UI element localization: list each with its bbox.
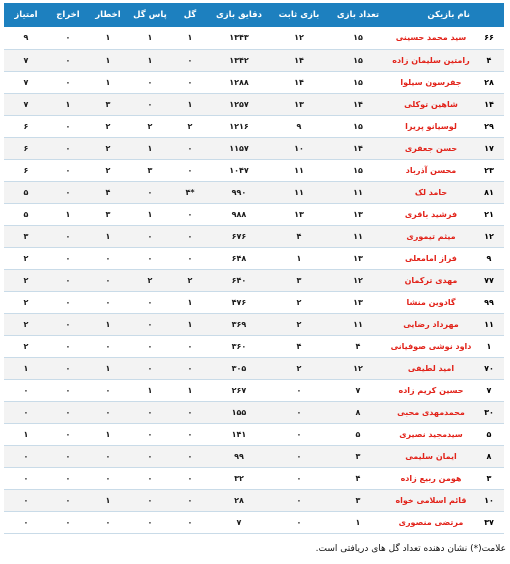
cautions-cell: ۲ xyxy=(105,121,111,131)
goals-cell: ۰ xyxy=(187,55,193,65)
table-row xyxy=(4,269,504,291)
minutes-cell: ۱۴۱ xyxy=(231,429,247,439)
table-row xyxy=(4,379,504,401)
column-header-games: تعداد بازی xyxy=(336,10,380,20)
table-row xyxy=(4,313,504,335)
rating-cell: ۶ xyxy=(23,143,29,153)
assists-cell: ۰ xyxy=(147,77,153,87)
games-cell: ۷ xyxy=(355,385,361,395)
sendoffs-cell: ۰ xyxy=(65,341,71,351)
player-number: ۸ xyxy=(486,451,492,461)
cautions-cell: ۰ xyxy=(105,407,111,417)
starts-cell: ۱۱ xyxy=(294,165,304,175)
assists-cell: ۰ xyxy=(147,363,153,373)
cautions-cell: ۱ xyxy=(105,55,111,65)
rating-cell: ۶ xyxy=(23,121,29,131)
cautions-cell: ۰ xyxy=(105,275,111,285)
starts-cell: ۴ xyxy=(296,341,302,351)
starts-cell: ۱۳ xyxy=(294,209,304,219)
goals-cell: ۰ xyxy=(187,77,193,87)
goals-cell: ۰ xyxy=(187,341,193,351)
column-header-cautions: اخطار xyxy=(95,10,121,20)
goals-cell: ۰ xyxy=(187,209,193,219)
cautions-cell: ۰ xyxy=(105,385,111,395)
cautions-cell: ۰ xyxy=(105,473,111,483)
rating-cell: ۹ xyxy=(23,33,29,43)
cautions-cell: ۱ xyxy=(105,495,111,505)
player-name: شاهین توکلی xyxy=(404,99,458,109)
sendoffs-cell: ۰ xyxy=(65,55,71,65)
starts-cell: ۴ xyxy=(296,231,302,241)
player-stats-panel xyxy=(4,3,504,533)
cautions-cell: ۴ xyxy=(105,187,111,197)
games-cell: ۱۵ xyxy=(353,33,363,43)
goals-cell: ۰ xyxy=(187,407,193,417)
assists-cell: ۱ xyxy=(147,385,153,395)
rating-cell: ۷ xyxy=(23,99,29,109)
sendoffs-cell: ۰ xyxy=(65,253,71,263)
table-row xyxy=(4,203,504,225)
games-cell: ۴ xyxy=(355,473,361,483)
column-header-goals: گل xyxy=(183,10,197,20)
goals-cell: ۲ xyxy=(187,275,193,285)
player-name: محسن آذرباد xyxy=(405,165,457,175)
table-row xyxy=(4,93,504,115)
assists-cell: ۰ xyxy=(147,297,153,307)
table-row xyxy=(4,467,504,489)
player-number: ۱۴ xyxy=(484,99,494,109)
starts-cell: ۱۲ xyxy=(294,33,304,43)
minutes-cell: ۱۱۵۷ xyxy=(229,143,249,153)
sendoffs-cell: ۰ xyxy=(65,385,71,395)
sendoffs-cell: ۰ xyxy=(65,517,71,527)
starts-cell: ۰ xyxy=(296,429,302,439)
minutes-cell: ۱۳۴۲ xyxy=(229,55,249,65)
games-cell: ۳ xyxy=(355,495,361,505)
assists-cell: ۰ xyxy=(147,473,153,483)
starts-cell: ۲ xyxy=(296,319,302,329)
player-number: ۶۶ xyxy=(484,33,494,43)
player-name: محمدمهدی محبی xyxy=(397,407,465,417)
assists-cell: ۰ xyxy=(147,253,153,263)
minutes-cell: ۱۲۸۸ xyxy=(229,77,249,87)
games-cell: ۱۳ xyxy=(353,209,363,219)
goals-cell: ۱ xyxy=(187,33,193,43)
minutes-cell: ۹۹۰ xyxy=(231,187,247,197)
goals-cell: ۱ xyxy=(187,99,193,109)
assists-cell: ۰ xyxy=(147,231,153,241)
cautions-cell: ۱ xyxy=(105,363,111,373)
rating-cell: ۰ xyxy=(23,473,29,483)
minutes-cell: ۱۳۴۳ xyxy=(229,33,249,43)
table-row xyxy=(4,49,504,71)
assists-cell: ۰ xyxy=(147,451,153,461)
player-name: سیدمجید نصیری xyxy=(399,429,463,439)
player-name: گادوین منشا xyxy=(406,297,456,307)
sendoffs-cell: ۱ xyxy=(65,209,71,219)
rating-cell: ۲ xyxy=(23,341,29,351)
assists-cell: ۰ xyxy=(147,187,153,197)
minutes-cell: ۳۰۵ xyxy=(231,363,247,373)
player-number: ۳۰ xyxy=(484,407,494,417)
cautions-cell: ۲ xyxy=(105,165,111,175)
starts-cell: ۰ xyxy=(296,473,302,483)
player-number: ۲۳ xyxy=(484,165,494,175)
player-name: حامد لک xyxy=(414,187,448,197)
column-header-assists: پاس گل xyxy=(133,10,167,20)
rating-cell: ۲ xyxy=(23,297,29,307)
starts-cell: ۱۴ xyxy=(294,77,304,87)
sendoffs-cell: ۱ xyxy=(65,99,71,109)
player-name: لوسیانو پریرا xyxy=(405,121,457,131)
assists-cell: ۰ xyxy=(147,517,153,527)
player-name: امید لطیفی xyxy=(407,363,455,373)
cautions-cell: ۱ xyxy=(105,319,111,329)
goals-cell: ۰ xyxy=(187,429,193,439)
column-header-minutes: دقایق بازی xyxy=(215,10,262,20)
starts-cell: ۰ xyxy=(296,495,302,505)
sendoffs-cell: ۰ xyxy=(65,121,71,131)
column-header-starts: بازی ثابت xyxy=(278,10,320,20)
player-name: فرشید باقری xyxy=(404,209,458,219)
table-row xyxy=(4,181,504,203)
column-header-name: نام بازیکن xyxy=(427,10,470,20)
table-row xyxy=(4,291,504,313)
player-number: ۱۲ xyxy=(484,231,494,241)
player-number: ۳ xyxy=(486,473,492,483)
player-name: مرتضی منصوری xyxy=(398,517,464,527)
rating-cell: ۰ xyxy=(23,517,29,527)
minutes-cell: ۶۴۰ xyxy=(231,275,247,285)
starts-cell: ۲ xyxy=(296,363,302,373)
footnote: علامت(*) نشان دهنده تعداد گل های دریافتی است. xyxy=(315,544,506,554)
minutes-cell: ۶۴۸ xyxy=(231,253,247,263)
rating-cell: ۲ xyxy=(23,275,29,285)
goals-cell: ۰ xyxy=(187,363,193,373)
rating-cell: ۰ xyxy=(23,385,29,395)
games-cell: ۱۴ xyxy=(353,143,363,153)
player-number: ۵ xyxy=(486,429,492,439)
minutes-cell: ۱۰۴۷ xyxy=(229,165,249,175)
sendoffs-cell: ۰ xyxy=(65,297,71,307)
player-number: ۹ xyxy=(486,253,492,263)
cautions-cell: ۰ xyxy=(105,253,111,263)
rating-cell: ۰ xyxy=(23,451,29,461)
assists-cell: ۱ xyxy=(147,55,153,65)
sendoffs-cell: ۰ xyxy=(65,231,71,241)
assists-cell: ۰ xyxy=(147,429,153,439)
table-row xyxy=(4,71,504,93)
sendoffs-cell: ۰ xyxy=(65,187,71,197)
player-name: مهدی ترکمان xyxy=(404,275,458,285)
games-cell: ۱۵ xyxy=(353,77,363,87)
player-number: ۷۰ xyxy=(484,363,494,373)
table-header-row xyxy=(4,3,504,27)
games-cell: ۱۵ xyxy=(353,165,363,175)
cautions-cell: ۱ xyxy=(105,77,111,87)
player-name: رامتین سلیمان زاده xyxy=(392,55,470,65)
goals-cell: ۰ xyxy=(187,253,193,263)
table-row xyxy=(4,423,504,445)
player-number: ۸۱ xyxy=(484,187,494,197)
rating-cell: ۵ xyxy=(23,187,29,197)
player-name: سید محمد حسینی xyxy=(395,33,467,43)
table-row xyxy=(4,159,504,181)
cautions-cell: ۰ xyxy=(105,451,111,461)
games-cell: ۱۵ xyxy=(353,55,363,65)
minutes-cell: ۶۷۶ xyxy=(231,231,247,241)
sendoffs-cell: ۰ xyxy=(65,275,71,285)
assists-cell: ۰ xyxy=(147,495,153,505)
cautions-cell: ۳ xyxy=(105,209,111,219)
sendoffs-cell: ۰ xyxy=(65,495,71,505)
player-name: هومن ربیع زاده xyxy=(400,473,462,483)
player-number: ۴ xyxy=(486,55,492,65)
rating-cell: ۳ xyxy=(23,231,29,241)
player-name: قائم اسلامی خواه xyxy=(395,495,467,505)
cautions-cell: ۱ xyxy=(105,33,111,43)
player-number: ۲۹ xyxy=(484,121,494,131)
rating-cell: ۷ xyxy=(23,55,29,65)
starts-cell: ۹ xyxy=(296,121,302,131)
player-number: ۱۰ xyxy=(484,495,494,505)
starts-cell: ۱۴ xyxy=(294,55,304,65)
sendoffs-cell: ۰ xyxy=(65,319,71,329)
minutes-cell: ۱۵۵ xyxy=(231,407,247,417)
player-name: داود نوشی صوفیانی xyxy=(390,341,472,351)
games-cell: ۱۵ xyxy=(353,121,363,131)
rating-cell: ۲ xyxy=(23,319,29,329)
goals-cell: ۰ xyxy=(187,165,193,175)
player-number: ۲۸ xyxy=(484,77,494,87)
table-row xyxy=(4,115,504,137)
games-cell: ۱۲ xyxy=(353,363,363,373)
player-name: ایمان سلیمی xyxy=(405,451,457,461)
rating-cell: ۰ xyxy=(23,495,29,505)
assists-cell: ۰ xyxy=(147,99,153,109)
cautions-cell: ۱ xyxy=(105,231,111,241)
games-cell: ۳ xyxy=(355,451,361,461)
assists-cell: ۱ xyxy=(147,209,153,219)
goals-cell: ۱ xyxy=(187,385,193,395)
rating-cell: ۷ xyxy=(23,77,29,87)
sendoffs-cell: ۰ xyxy=(65,143,71,153)
player-number: ۳۷ xyxy=(484,517,494,527)
table-body xyxy=(4,27,504,533)
player-name: حسن جعفری xyxy=(404,143,458,153)
player-number: ۲۱ xyxy=(484,209,494,219)
minutes-cell: ۳۶۰ xyxy=(231,341,247,351)
sendoffs-cell: ۰ xyxy=(65,473,71,483)
minutes-cell: ۲۸ xyxy=(234,495,244,505)
sendoffs-cell: ۰ xyxy=(65,363,71,373)
games-cell: ۱۲ xyxy=(353,275,363,285)
player-number: ۱۱ xyxy=(484,319,494,329)
player-name: فراز امامعلی xyxy=(405,253,457,263)
games-cell: ۱۱ xyxy=(353,319,363,329)
starts-cell: ۰ xyxy=(296,385,302,395)
sendoffs-cell: ۰ xyxy=(65,77,71,87)
assists-cell: ۳ xyxy=(147,165,153,175)
assists-cell: ۰ xyxy=(147,341,153,351)
table-row xyxy=(4,511,504,533)
goals-cell: ۰ xyxy=(187,517,193,527)
table-row xyxy=(4,335,504,357)
games-cell: ۱۱ xyxy=(353,231,363,241)
starts-cell: ۰ xyxy=(296,407,302,417)
assists-cell: ۲ xyxy=(147,275,153,285)
games-cell: ۸ xyxy=(355,407,361,417)
minutes-cell: ۴۷۶ xyxy=(231,297,247,307)
sendoffs-cell: ۰ xyxy=(65,451,71,461)
column-header-rating: امتیاز xyxy=(14,10,38,20)
player-number: ۱۷ xyxy=(484,143,494,153)
table-row xyxy=(4,357,504,379)
starts-cell: ۳ xyxy=(296,275,302,285)
games-cell: ۱۱ xyxy=(353,187,363,197)
table-row xyxy=(4,225,504,247)
minutes-cell: ۳۲ xyxy=(234,473,244,483)
minutes-cell: ۷ xyxy=(236,517,242,527)
starts-cell: ۱۳ xyxy=(294,99,304,109)
assists-cell: ۰ xyxy=(147,319,153,329)
starts-cell: ۱۱ xyxy=(294,187,304,197)
goals-cell: ۱ xyxy=(187,297,193,307)
minutes-cell: ۳۶۹ xyxy=(231,319,247,329)
assists-cell: ۱ xyxy=(147,33,153,43)
table-row xyxy=(4,247,504,269)
table-row xyxy=(4,445,504,467)
sendoffs-cell: ۰ xyxy=(65,407,71,417)
goals-cell: ۰ xyxy=(187,231,193,241)
starts-cell: ۰ xyxy=(296,517,302,527)
rating-cell: ۲ xyxy=(23,253,29,263)
starts-cell: ۰ xyxy=(296,451,302,461)
minutes-cell: ۱۲۵۷ xyxy=(229,99,249,109)
player-name: مهرداد رضایی xyxy=(403,319,459,329)
rating-cell: ۱ xyxy=(23,363,29,373)
rating-cell: ۶ xyxy=(23,165,29,175)
player-name: حسین کریم زاده xyxy=(398,385,464,395)
cautions-cell: ۰ xyxy=(105,517,111,527)
goals-cell: ۰ xyxy=(187,451,193,461)
player-number: ۹۹ xyxy=(484,297,494,307)
goals-cell: ۲ xyxy=(187,121,193,131)
games-cell: ۱۳ xyxy=(353,297,363,307)
sendoffs-cell: ۰ xyxy=(65,429,71,439)
cautions-cell: ۰ xyxy=(105,341,111,351)
cautions-cell: ۱ xyxy=(105,429,111,439)
player-number: ۱ xyxy=(486,341,492,351)
minutes-cell: ۱۲۱۶ xyxy=(229,121,249,131)
table-row xyxy=(4,137,504,159)
player-name: میثم تیموری xyxy=(406,231,456,241)
rating-cell: ۰ xyxy=(23,407,29,417)
column-header-sendoffs: اخراج xyxy=(56,10,80,20)
player-number: ۷ xyxy=(486,385,492,395)
starts-cell: ۱ xyxy=(296,253,302,263)
games-cell: ۴ xyxy=(355,341,361,351)
starts-cell: ۱۰ xyxy=(294,143,304,153)
player-number: ۷۷ xyxy=(484,275,494,285)
goals-cell: ۰ xyxy=(187,473,193,483)
table-row xyxy=(4,401,504,423)
goals-cell: *۴ xyxy=(185,187,195,197)
games-cell: ۱۴ xyxy=(353,99,363,109)
assists-cell: ۰ xyxy=(147,407,153,417)
minutes-cell: ۲۶۷ xyxy=(231,385,247,395)
table-row xyxy=(4,27,504,49)
table-row xyxy=(4,489,504,511)
sendoffs-cell: ۰ xyxy=(65,33,71,43)
starts-cell: ۲ xyxy=(296,297,302,307)
goals-cell: ۰ xyxy=(187,495,193,505)
games-cell: ۱۳ xyxy=(353,253,363,263)
assists-cell: ۱ xyxy=(147,143,153,153)
assists-cell: ۲ xyxy=(147,121,153,131)
player-name: جفرسون سیلوا xyxy=(400,77,462,87)
cautions-cell: ۰ xyxy=(105,297,111,307)
rating-cell: ۵ xyxy=(23,209,29,219)
cautions-cell: ۳ xyxy=(105,99,111,109)
minutes-cell: ۹۹ xyxy=(234,451,244,461)
minutes-cell: ۹۸۸ xyxy=(231,209,247,219)
games-cell: ۵ xyxy=(355,429,361,439)
goals-cell: ۱ xyxy=(187,319,193,329)
player-stats-table xyxy=(4,3,504,534)
rating-cell: ۱ xyxy=(23,429,29,439)
sendoffs-cell: ۰ xyxy=(65,165,71,175)
goals-cell: ۰ xyxy=(187,143,193,153)
cautions-cell: ۲ xyxy=(105,143,111,153)
games-cell: ۱ xyxy=(355,517,361,527)
